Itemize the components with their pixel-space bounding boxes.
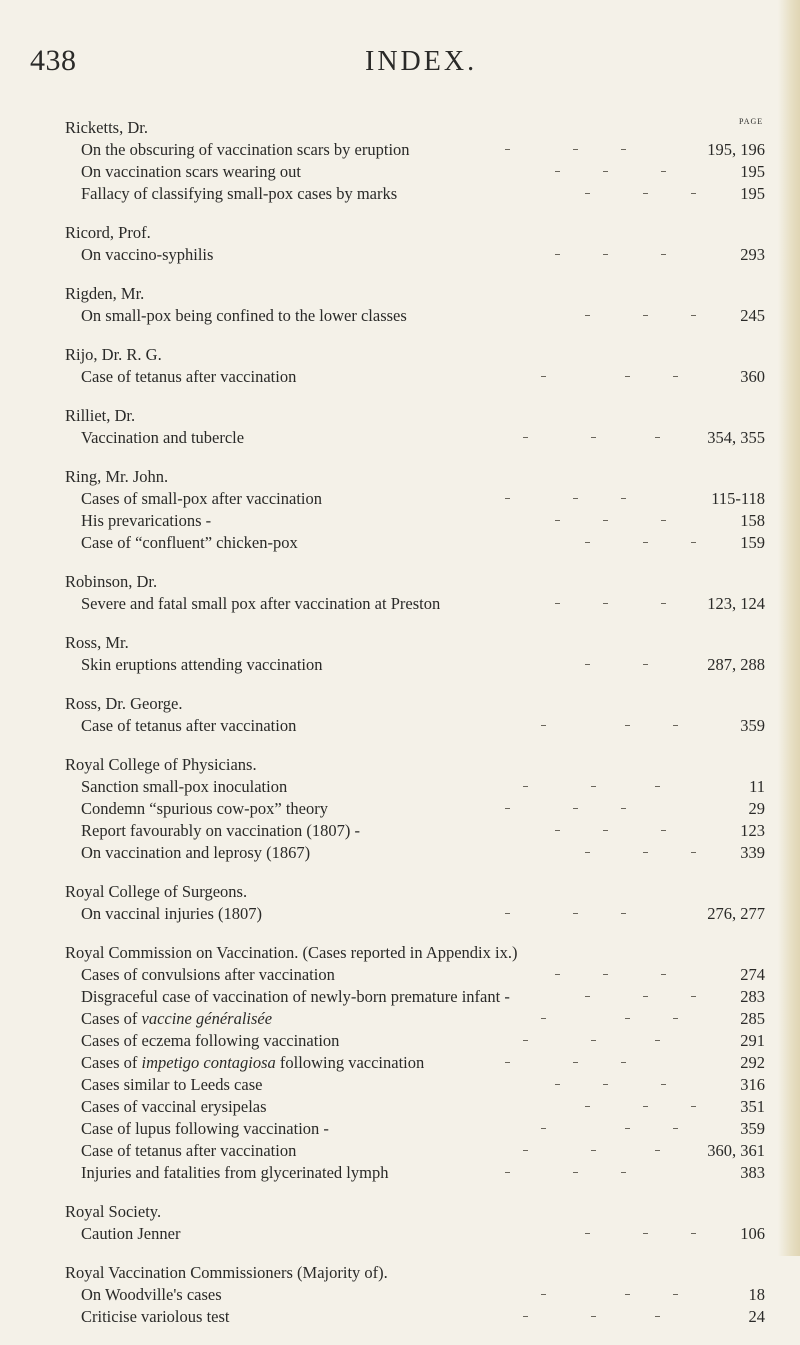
sub-entry-text: Caution Jenner	[81, 1224, 181, 1243]
sub-entry-text: Case of lupus following vaccination -	[81, 1119, 329, 1138]
sub-entry-text: Report favourably on vaccination (1807) -	[81, 821, 361, 840]
leader-dash	[673, 376, 678, 377]
sub-entry	[65, 964, 765, 986]
entry-heading: Ross, Mr.	[65, 633, 129, 652]
sub-entry-text: On small-pox being confined to the lower classes	[81, 306, 407, 325]
leader-dash	[691, 315, 696, 316]
leader-dash	[585, 996, 590, 997]
sub-entry-pages: 123	[740, 821, 765, 840]
entry-heading: Rijo, Dr. R. G.	[65, 345, 162, 364]
leader-dash	[585, 315, 590, 316]
index-entry	[65, 344, 765, 388]
leader-dash	[603, 254, 608, 255]
sub-entry-pages: 316	[740, 1075, 765, 1094]
leader-dash	[523, 437, 528, 438]
sub-entry-text: Disgraceful case of vaccination of newly-born premature infant -	[81, 987, 510, 1006]
leader-dash	[661, 974, 666, 975]
sub-entry-text: Sanction small-pox inoculation	[81, 777, 288, 796]
leader-dash	[541, 376, 546, 377]
sub-entry-pages: 159	[740, 533, 765, 552]
sub-entry	[65, 903, 765, 925]
sub-entry-pages: 195	[740, 184, 765, 203]
sub-entry	[65, 798, 765, 820]
sub-entry	[65, 139, 765, 161]
leader-dash	[541, 1294, 546, 1295]
sub-entry-pages: 351	[740, 1097, 765, 1116]
leader-dash	[555, 974, 560, 975]
leader-dash	[505, 1172, 510, 1173]
italic-phrase: vaccine généralisée	[141, 1009, 273, 1028]
sub-entry	[65, 820, 765, 842]
leader-dash	[661, 254, 666, 255]
sub-entry	[65, 488, 765, 510]
sub-entry-pages: 285	[740, 1009, 765, 1028]
index-list	[65, 117, 765, 1345]
sub-entry-text: Cases similar to Leeds case	[81, 1075, 263, 1094]
sub-entry-pages: 339	[740, 843, 765, 862]
index-entry	[65, 466, 765, 554]
sub-entry-text: Case of tetanus after vaccination	[81, 367, 297, 386]
leader-dash	[555, 603, 560, 604]
leader-dash	[523, 786, 528, 787]
sub-entry-pages: 18	[748, 1285, 765, 1304]
entry-heading: Ross, Dr. George.	[65, 694, 183, 713]
sub-entry	[65, 1284, 765, 1306]
sub-entry-pages: 106	[740, 1224, 765, 1243]
leader-dash	[523, 1316, 528, 1317]
sub-entry	[65, 161, 765, 183]
sub-entry	[65, 654, 765, 676]
leader-dash	[555, 171, 560, 172]
leader-dash	[691, 852, 696, 853]
leader-dash	[673, 1018, 678, 1019]
leader-dash	[505, 913, 510, 914]
leader-dash	[555, 254, 560, 255]
leader-dash	[621, 808, 626, 809]
sub-entry	[65, 1118, 765, 1140]
leader-dash	[541, 1018, 546, 1019]
sub-entry	[65, 1306, 765, 1328]
leader-dash	[625, 1128, 630, 1129]
leader-dash	[621, 149, 626, 150]
index-entry	[65, 693, 765, 737]
leader-dash	[625, 1018, 630, 1019]
sub-entry-pages: 287, 288	[707, 655, 765, 674]
leader-dash	[541, 1128, 546, 1129]
sub-entry-text: Case of tetanus after vaccination	[81, 1141, 297, 1160]
sub-entry	[65, 427, 765, 449]
leader-dash	[643, 193, 648, 194]
sub-entry-pages: 354, 355	[707, 428, 765, 447]
leader-dash	[505, 808, 510, 809]
leader-dash	[603, 171, 608, 172]
sub-entry-pages: 383	[740, 1163, 765, 1182]
leader-dash	[523, 1150, 528, 1151]
sub-entry	[65, 1008, 765, 1030]
entry-heading: Royal Society.	[65, 1202, 162, 1221]
leader-dash	[661, 603, 666, 604]
index-entry	[65, 117, 765, 205]
index-entry	[65, 881, 765, 925]
leader-dash	[691, 1106, 696, 1107]
leader-dash	[591, 437, 596, 438]
sub-entry-text: Case of tetanus after vaccination	[81, 716, 297, 735]
leader-dash	[691, 996, 696, 997]
sub-entry-pages: 360	[740, 367, 765, 386]
sub-entry-text: On vaccino-syphilis	[81, 245, 214, 264]
leader-dash	[585, 1106, 590, 1107]
leader-dash	[661, 830, 666, 831]
leader-dash	[621, 913, 626, 914]
leader-dash	[603, 830, 608, 831]
leader-dash	[625, 725, 630, 726]
sub-entry-pages: 274	[740, 965, 765, 984]
leader-dash	[673, 725, 678, 726]
leader-dash	[661, 1084, 666, 1085]
sub-entry-text: On the obscuring of vaccination scars by eruption	[81, 140, 410, 159]
sub-entry	[65, 593, 765, 615]
leader-dash	[573, 149, 578, 150]
entry-heading: Rilliet, Dr.	[65, 406, 136, 425]
sub-entry-text: Cases of eczema following vaccination	[81, 1031, 340, 1050]
index-entry	[65, 632, 765, 676]
entry-heading: Rigden, Mr.	[65, 284, 145, 303]
leader-dash	[621, 1062, 626, 1063]
index-entry	[65, 571, 765, 615]
sub-entry-text: Cases of vaccine généralisée	[81, 1009, 273, 1028]
page-edge-shadow	[778, 0, 800, 1256]
leader-dash	[643, 1106, 648, 1107]
entry-heading: Robinson, Dr.	[65, 572, 158, 591]
running-head: INDEX.	[365, 46, 478, 77]
leader-dash	[585, 852, 590, 853]
sub-entry-pages: 29	[748, 799, 765, 818]
leader-dash	[643, 996, 648, 997]
entry-heading: Ricord, Prof.	[65, 223, 151, 242]
leader-dash	[555, 1084, 560, 1085]
sub-entry-pages: 115-118	[711, 489, 765, 508]
sub-entry	[65, 183, 765, 205]
leader-dash	[573, 498, 578, 499]
sub-entry-text: Vaccination and tubercle	[81, 428, 245, 447]
index-entry	[65, 405, 765, 449]
entry-heading: Royal College of Physicians.	[65, 755, 257, 774]
leader-dash	[603, 974, 608, 975]
sub-entry-text: Fallacy of classifying small-pox cases by marks	[81, 184, 398, 203]
sub-entry	[65, 776, 765, 798]
sub-entry	[65, 244, 765, 266]
leader-dash	[643, 664, 648, 665]
sub-entry	[65, 1096, 765, 1118]
index-entry	[65, 1262, 765, 1328]
leader-dash	[655, 1316, 660, 1317]
leader-dash	[673, 1128, 678, 1129]
sub-entry	[65, 305, 765, 327]
leader-dash	[555, 520, 560, 521]
leader-dash	[655, 1150, 660, 1151]
sub-entry	[65, 532, 765, 554]
sub-entry-text: On vaccination and leprosy (1867)	[81, 843, 311, 862]
sub-entry-text: On vaccination scars wearing out	[81, 162, 301, 181]
leader-dash	[655, 1040, 660, 1041]
sub-entry-text: Condemn “spurious cow-pox” theory	[81, 799, 328, 818]
leader-dash	[591, 786, 596, 787]
leader-dash	[505, 498, 510, 499]
leader-dash	[541, 725, 546, 726]
sub-entry-pages: 359	[740, 1119, 765, 1138]
sub-entry-text: On Woodville's cases	[81, 1285, 222, 1304]
sub-entry-pages: 24	[748, 1307, 765, 1326]
leader-dash	[523, 1040, 528, 1041]
sub-entry-pages: 360, 361	[707, 1141, 765, 1160]
entry-heading: Ricketts, Dr.	[65, 118, 148, 137]
leader-dash	[643, 542, 648, 543]
sub-entry	[65, 1162, 765, 1184]
leader-dash	[625, 1294, 630, 1295]
leader-dash	[585, 542, 590, 543]
sub-entry-pages: 245	[740, 306, 765, 325]
sub-entry-text: Severe and fatal small pox after vaccination at Preston	[81, 594, 441, 613]
index-entry	[65, 1201, 765, 1245]
leader-dash	[603, 520, 608, 521]
sub-entry	[65, 1030, 765, 1052]
leader-dash	[591, 1316, 596, 1317]
sub-entry-text: Skin eruptions attending vaccination	[81, 655, 323, 674]
leader-dash	[655, 437, 660, 438]
sub-entry-pages: 11	[749, 777, 765, 796]
leader-dash	[573, 808, 578, 809]
leader-dash	[591, 1040, 596, 1041]
leader-dash	[643, 1233, 648, 1234]
page-number: 438	[30, 44, 77, 77]
sub-entry-text: Cases of convulsions after vaccination	[81, 965, 335, 984]
leader-dash	[505, 149, 510, 150]
sub-entry	[65, 1140, 765, 1162]
sub-entry-pages: 195, 196	[707, 140, 765, 159]
leader-dash	[603, 603, 608, 604]
sub-entry-pages: 283	[740, 987, 765, 1006]
sub-entry	[65, 715, 765, 737]
leader-dash	[661, 171, 666, 172]
sub-entry	[65, 510, 765, 532]
sub-entry-pages: 195	[740, 162, 765, 181]
entry-heading: Royal Vaccination Commissioners (Majority of).	[65, 1263, 388, 1282]
entry-heading: Royal Commission on Vaccination. (Cases reported in Appendix ix.)	[65, 943, 518, 962]
sub-entry-pages: 158	[740, 511, 765, 530]
sub-entry	[65, 986, 765, 1008]
index-entry	[65, 222, 765, 266]
index-entry	[65, 754, 765, 864]
leader-dash	[603, 1084, 608, 1085]
page-column-label: PAGE	[739, 117, 764, 126]
entry-heading: Royal College of Surgeons.	[65, 882, 248, 901]
leader-dash	[655, 786, 660, 787]
index-entry	[65, 283, 765, 327]
sub-entry-text: Cases of impetigo contagiosa following vaccination	[81, 1053, 425, 1072]
leader-dash	[625, 376, 630, 377]
sub-entry-text: Injuries and fatalities from glycerinated lymph	[81, 1163, 389, 1182]
sub-entry-pages: 291	[740, 1031, 765, 1050]
leader-dash	[691, 1233, 696, 1234]
sub-entry-pages: 292	[740, 1053, 765, 1072]
leader-dash	[643, 852, 648, 853]
index-entry	[65, 942, 765, 1184]
leader-dash	[585, 664, 590, 665]
sub-entry	[65, 842, 765, 864]
sub-entry-pages: 123, 124	[707, 594, 765, 613]
sub-entry-text: Criticise variolous test	[81, 1307, 230, 1326]
leader-dash	[573, 1062, 578, 1063]
sub-entry	[65, 366, 765, 388]
leader-dash	[621, 498, 626, 499]
leader-dash	[691, 193, 696, 194]
sub-entry	[65, 1223, 765, 1245]
sub-entry-text: Cases of vaccinal erysipelas	[81, 1097, 267, 1116]
sub-entry	[65, 1052, 765, 1074]
leader-dash	[661, 520, 666, 521]
entry-heading: Ring, Mr. John.	[65, 467, 169, 486]
sub-entry-pages: 293	[740, 245, 765, 264]
page-header	[30, 44, 730, 84]
leader-dash	[573, 1172, 578, 1173]
leader-dash	[643, 315, 648, 316]
sub-entry-pages: 359	[740, 716, 765, 735]
leader-dash	[555, 830, 560, 831]
sub-entry	[65, 1074, 765, 1096]
sub-entry-pages: 276, 277	[707, 904, 765, 923]
leader-dash	[585, 193, 590, 194]
sub-entry-text: Cases of small-pox after vaccination	[81, 489, 322, 508]
sub-entry-text: On vaccinal injuries (1807)	[81, 904, 262, 923]
sub-entry-text: Case of “confluent” chicken-pox	[81, 533, 298, 552]
leader-dash	[621, 1172, 626, 1173]
italic-phrase: impetigo contagiosa	[141, 1053, 276, 1072]
leader-dash	[591, 1150, 596, 1151]
leader-dash	[573, 913, 578, 914]
sub-entry-text: His prevarications -	[81, 511, 212, 530]
leader-dash	[673, 1294, 678, 1295]
leader-dash	[505, 1062, 510, 1063]
leader-dash	[691, 542, 696, 543]
leader-dash	[585, 1233, 590, 1234]
